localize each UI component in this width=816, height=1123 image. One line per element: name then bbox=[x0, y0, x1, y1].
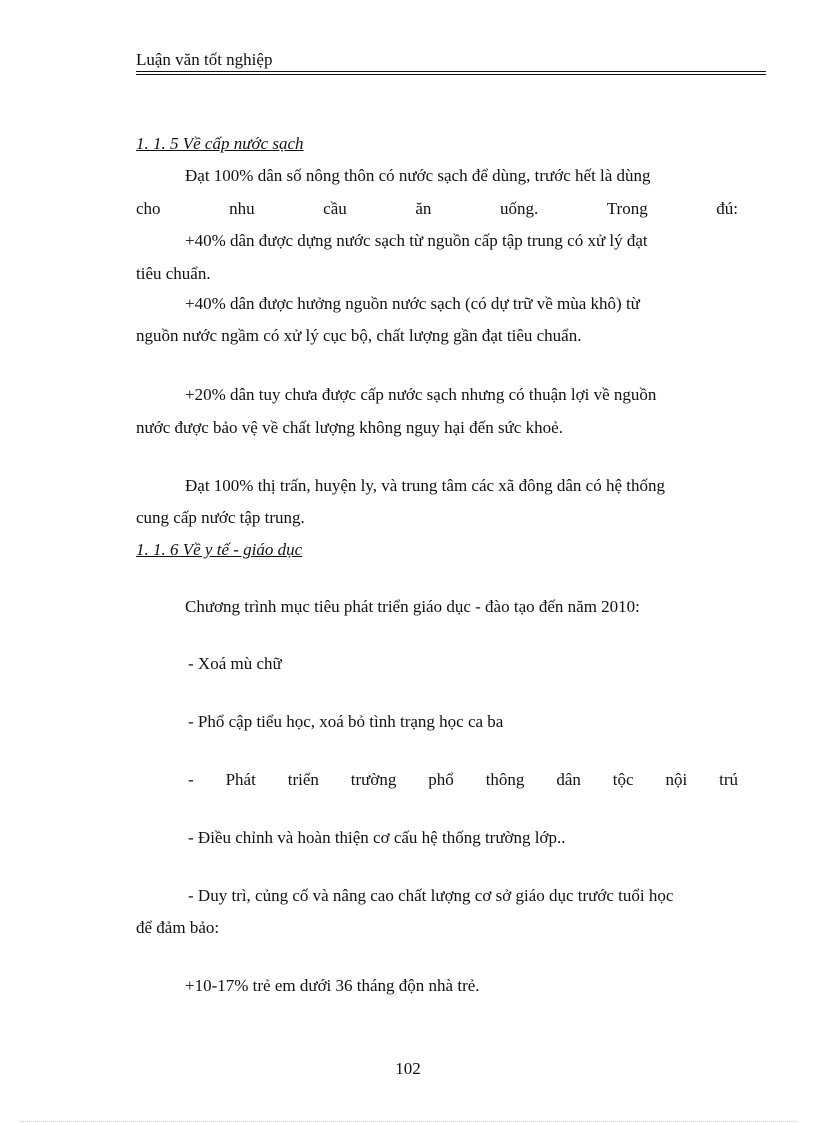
word: Phát bbox=[225, 770, 256, 789]
word: trường bbox=[350, 770, 397, 789]
word: đú: bbox=[716, 199, 738, 218]
paragraph-line: nguồn nước ngầm có xử lý cục bộ, chất lượng gần đạt tiêu chuẩn. bbox=[136, 326, 582, 345]
list-item: - Xoá mù chữ bbox=[188, 654, 282, 673]
word: uống. bbox=[499, 199, 539, 218]
list-item-justified bbox=[188, 770, 738, 790]
word: Trong bbox=[606, 199, 648, 218]
page-bottom-border bbox=[20, 1121, 796, 1122]
paragraph-line: cung cấp nước tập trung. bbox=[136, 508, 305, 527]
paragraph-line: Đạt 100% dân số nông thôn có nước sạch để dùng, trước hết là dùng bbox=[185, 166, 651, 185]
page-number: 102 bbox=[395, 1059, 421, 1078]
paragraph-line: +40% dân được dựng nước sạch từ nguồn cấp tập trung có xử lý đạt bbox=[185, 231, 648, 250]
word: thông bbox=[485, 770, 525, 789]
paragraph-line: Chương trình mục tiêu phát triển giáo dục - đào tạo đến năm 2010: bbox=[185, 597, 640, 616]
paragraph-line: +20% dân tuy chưa được cấp nước sạch nhưng có thuận lợi về nguồn bbox=[185, 385, 657, 404]
paragraph-line: nước được bảo vệ về chất lượng không nguy hại đến sức khoẻ. bbox=[136, 418, 563, 437]
word: cầu bbox=[323, 199, 347, 218]
paragraph-line: +40% dân được hưởng nguồn nước sạch (có dự trữ về mùa khô) từ bbox=[185, 294, 640, 313]
list-item: - Điều chỉnh và hoàn thiện cơ cấu hệ thống trường lớp.. bbox=[188, 828, 566, 847]
word: nội bbox=[665, 770, 688, 789]
header-title: Luận văn tốt nghiệp bbox=[136, 50, 273, 69]
word: - bbox=[188, 770, 194, 789]
header-rule-thin bbox=[136, 74, 766, 75]
section-heading-water: 1. 1. 5 Về cấp nước sạch bbox=[136, 134, 304, 153]
word: nhu bbox=[229, 199, 255, 218]
header-rule-thick bbox=[136, 71, 766, 72]
paragraph-line: +10-17% trẻ em dưới 36 tháng độn nhà trẻ. bbox=[185, 976, 480, 995]
word: cho bbox=[136, 199, 161, 218]
word: phổ bbox=[428, 770, 454, 789]
list-item: - Phổ cập tiểu học, xoá bỏ tình trạng học ca ba bbox=[188, 712, 504, 731]
paragraph-line: Đạt 100% thị trấn, huyện ly, và trung tâm các xã đông dân có hệ thống bbox=[185, 476, 665, 495]
word: ăn bbox=[415, 199, 432, 218]
paragraph-line: tiêu chuẩn. bbox=[136, 264, 211, 283]
word: triển bbox=[287, 770, 319, 789]
word: trú bbox=[719, 770, 738, 789]
word: tộc bbox=[612, 770, 634, 789]
list-item: - Duy trì, củng cố và nâng cao chất lượng cơ sở giáo dục trước tuổi học bbox=[188, 886, 674, 905]
paragraph-justified-line bbox=[136, 199, 738, 219]
word: dân bbox=[556, 770, 581, 789]
list-item-continuation: để đảm bảo: bbox=[136, 918, 220, 937]
section-heading-health-education: 1. 1. 6 Về y tế - giáo dục bbox=[136, 540, 303, 559]
